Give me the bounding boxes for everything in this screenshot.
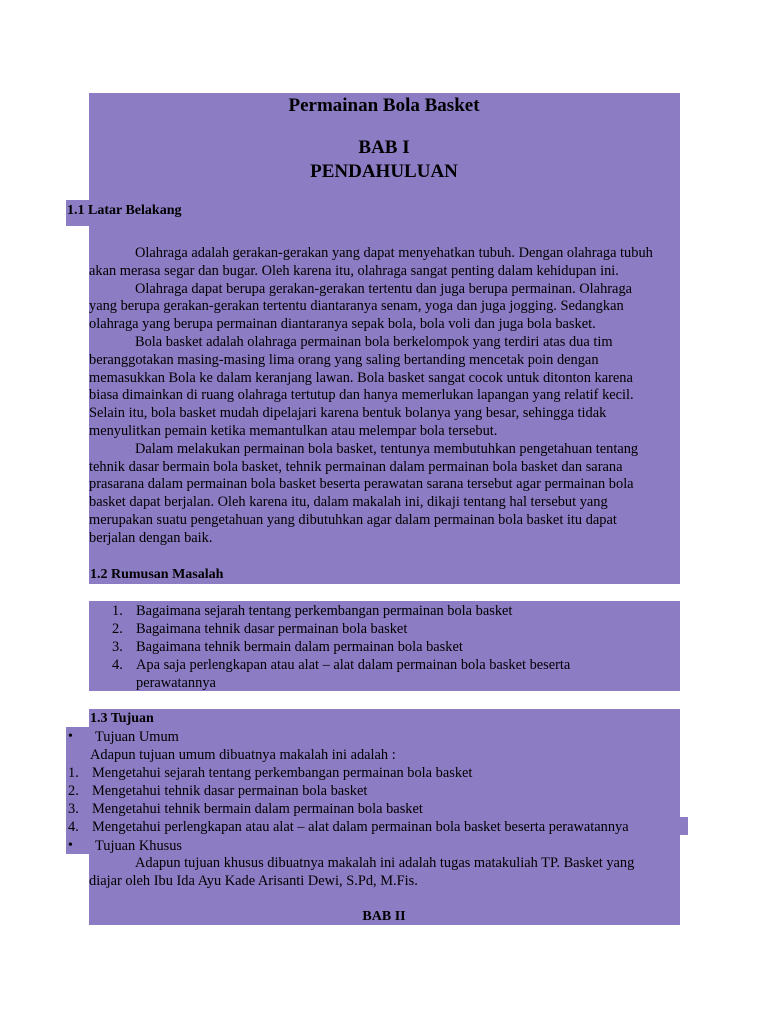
document-title: Permainan Bola Basket <box>288 95 480 116</box>
chapter-2-heading: BAB II <box>362 909 406 924</box>
paragraph-line: berjalan dengan baik. <box>89 529 213 546</box>
paragraph-latar-belakang <box>89 245 679 548</box>
paragraph-line: olahraga yang berupa permainan diantaranya sepak bola, bola voli dan juga bola basket. <box>89 316 596 333</box>
list-text: Mengetahui sejarah tentang perkembangan permainan bola basket <box>92 765 473 781</box>
list-item <box>68 764 472 782</box>
paragraph-line: Dalam melakukan permainan bola basket, tentunya membutuhkan pengetahuan tentang <box>135 440 639 457</box>
tujuan-umum-intro: Adapun tujuan umum dibuatnya makalah ini adalah : <box>90 747 396 763</box>
list-number: 4. <box>68 819 79 835</box>
list-number: 4. <box>112 657 123 673</box>
list-text: Mengetahui perlengkapan atau alat – alat dalam permainan bola basket beserta perawatannya <box>92 819 629 835</box>
paragraph-line: beranggotakan masing-masing lima orang yang saling bertanding mencetak poin dengan <box>89 351 599 368</box>
paragraph-line: tehnik dasar bermain bola basket, tehnik permainan dalam permainan bola basket dan sarana <box>89 458 623 475</box>
paragraph-line: merupakan suatu pengetahuan yang dibutuhkan agar dalam permainan bola basket itu dapat <box>89 511 617 528</box>
list-text: Bagaimana tehnik dasar permainan bola basket <box>136 621 408 637</box>
list-item <box>112 602 512 620</box>
highlight-tujuan-right-strip <box>678 817 688 835</box>
subheading-tujuan-umum: Tujuan Umum <box>95 729 179 745</box>
list-number: 2. <box>68 783 79 799</box>
list-item <box>68 782 367 800</box>
chapter-title: PENDAHULUAN <box>310 161 458 182</box>
list-number: 3. <box>112 639 123 655</box>
list-item <box>112 638 463 656</box>
paragraph-line: basket dapat berjalan. Oleh karena itu, dalam makalah ini, dikaji tentang hal tersebut yang <box>89 494 608 511</box>
subheading-tujuan-khusus: Tujuan Khusus <box>95 838 183 854</box>
list-item <box>112 656 570 674</box>
paragraph-line: Olahraga dapat berupa gerakan-gerakan tertentu dan juga berupa permainan. Olahraga <box>135 280 633 297</box>
paragraph-line: Selain itu, bola basket mudah dipelajari karena bentuk bolanya yang besar, sehingga tidak <box>89 405 607 422</box>
section-heading-rumusan-masalah: 1.2 Rumusan Masalah <box>90 567 224 582</box>
paragraph-line: prasarana dalam permainan bola basket beserta perawatan sarana tersebut agar permainan bola <box>89 476 634 493</box>
paragraph-tujuan-khusus <box>89 855 679 891</box>
list-number: 2. <box>112 621 123 637</box>
list-item <box>112 620 407 638</box>
paragraph-line: Adapun tujuan khusus dibuatnya makalah ini adalah tugas matakuliah TP. Basket yang <box>135 855 635 871</box>
chapter-number: BAB I <box>358 137 410 158</box>
paragraph-line: Bola basket adalah olahraga permainan bola berkelompok yang terdiri atas dua tim <box>135 333 613 350</box>
list-item-continuation: perawatannya <box>136 675 216 691</box>
bullet-icon: • <box>68 729 73 744</box>
paragraph-line: menyulitkan pemain ketika memantulkan atau melempar bola tersebut. <box>89 422 498 439</box>
list-text: Bagaimana sejarah tentang perkembangan permainan bola basket <box>136 603 513 619</box>
section-heading-latar-belakang: 1.1 Latar Belakang <box>67 203 182 218</box>
list-number: 3. <box>68 801 79 817</box>
list-number: 1. <box>68 765 79 781</box>
list-text: Mengetahui tehnik dasar permainan bola basket <box>92 783 368 799</box>
section-heading-tujuan: 1.3 Tujuan <box>90 711 154 726</box>
paragraph-line: yang berupa gerakan-gerakan tertentu diantaranya senam, yoga dan juga jogging. Sedangkan <box>89 298 624 315</box>
list-text: Mengetahui tehnik bermain dalam permainan bola basket <box>92 801 423 817</box>
paragraph-line: akan merasa segar dan bugar. Oleh karena itu, olahraga sangat penting dalam kehidupan ini. <box>89 262 619 279</box>
list-text: Apa saja perlengkapan atau alat – alat dalam permainan bola basket beserta <box>136 657 571 673</box>
list-text: Bagaimana tehnik bermain dalam permainan bola basket <box>136 639 463 655</box>
list-item <box>68 800 423 818</box>
paragraph-line: Olahraga adalah gerakan-gerakan yang dapat menyehatkan tubuh. Dengan olahraga tubuh <box>135 245 653 261</box>
paragraph-line: biasa dimainkan di ruang olahraga tertutup dan hanya memerlukan lapangan yang relatif kecil. <box>89 387 634 404</box>
list-item <box>68 818 629 836</box>
bullet-icon: • <box>68 838 73 853</box>
paragraph-line: memasukkan Bola ke dalam keranjang lawan. Bola basket sangat cocok untuk ditonton karena <box>89 369 633 386</box>
list-number: 1. <box>112 603 123 619</box>
paragraph-line: diajar oleh Ibu Ida Ayu Kade Arisanti Dewi, S.Pd, M.Fis. <box>89 872 418 889</box>
